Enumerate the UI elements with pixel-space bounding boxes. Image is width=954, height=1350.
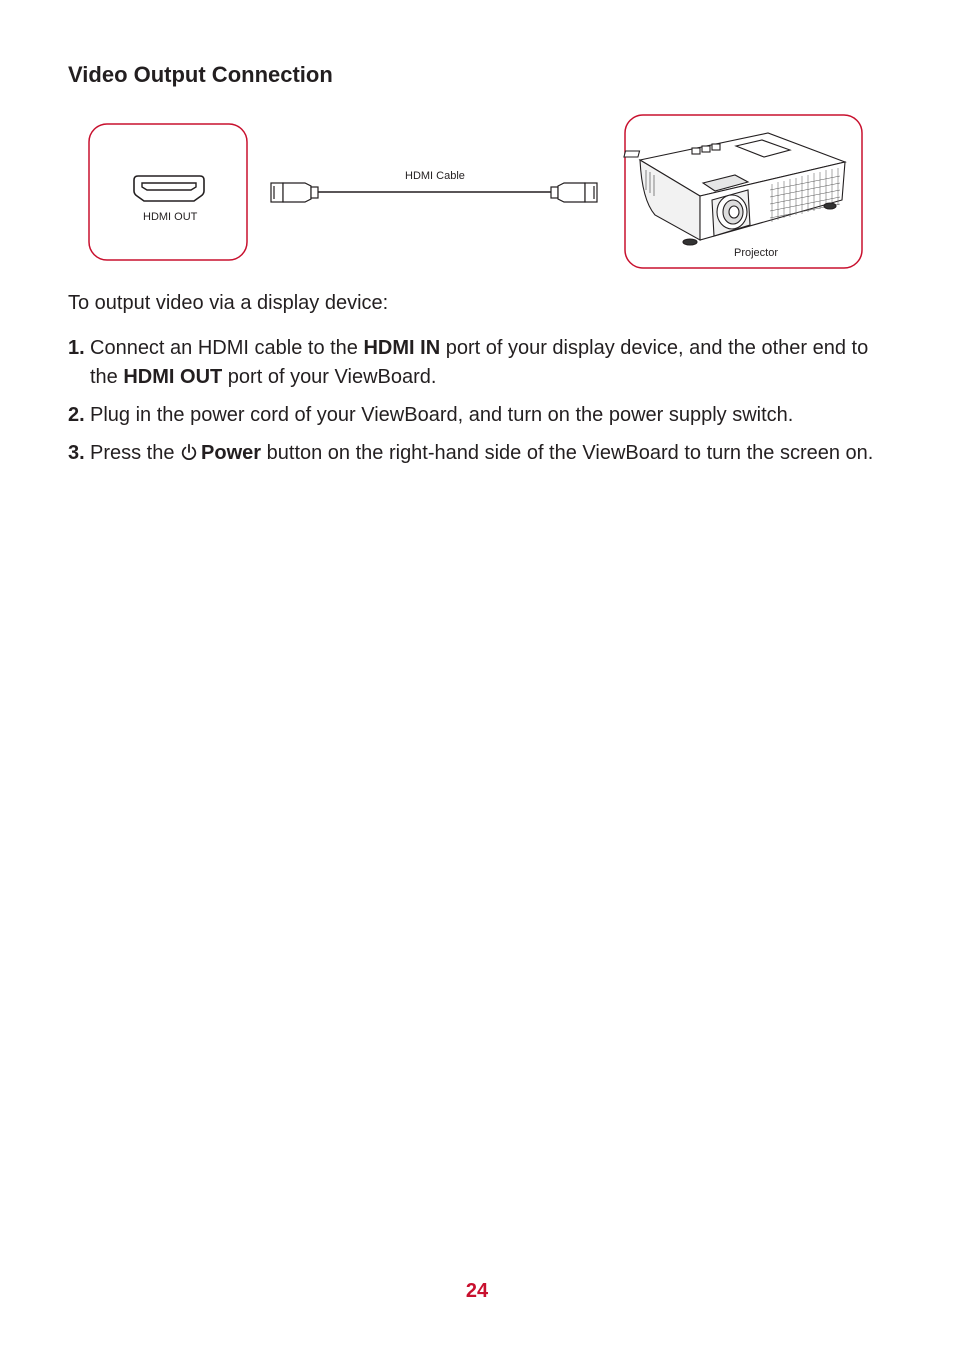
connection-diagram [0, 0, 954, 290]
hdmi-in-term: HDMI IN [363, 337, 441, 359]
power-term: Power [201, 442, 262, 464]
steps-list [68, 334, 898, 477]
hdmi-out-term: HDMI OUT [123, 366, 223, 388]
hdmi-cable-label: HDMI Cable [405, 170, 465, 182]
step-2 [68, 401, 898, 430]
step-3 [68, 439, 898, 468]
step-number: 2. [68, 404, 85, 426]
hdmi-port-icon [134, 176, 204, 201]
intro-text: To output video via a display device: [68, 292, 389, 314]
step-1 [68, 334, 898, 392]
page-number: 24 [465, 1280, 489, 1302]
step-number: 1. [68, 337, 85, 359]
hdmi-out-label: HDMI OUT [143, 211, 198, 223]
step-text: Plug in the power cord of your ViewBoard, and turn on the power supply switch. [90, 404, 794, 426]
projector-label: Projector [734, 247, 779, 259]
step-text: Press the [90, 442, 181, 464]
connection-diagram-graphic [0, 0, 954, 290]
power-icon [180, 443, 198, 461]
section-title: Video Output Connection [68, 62, 333, 87]
step-text: Connect an HDMI cable to the [90, 337, 364, 359]
step-text: port of your display device, and the other end to the [90, 337, 869, 388]
step-number: 3. [68, 442, 85, 464]
projector-illustration [624, 133, 845, 245]
hdmi-cable-right-plug [551, 183, 597, 202]
step-text: button on the right-hand side of the ViewBoard to turn the screen on. [261, 442, 874, 464]
step-text: port of your ViewBoard. [222, 366, 437, 388]
hdmi-cable-left-plug [271, 183, 318, 202]
